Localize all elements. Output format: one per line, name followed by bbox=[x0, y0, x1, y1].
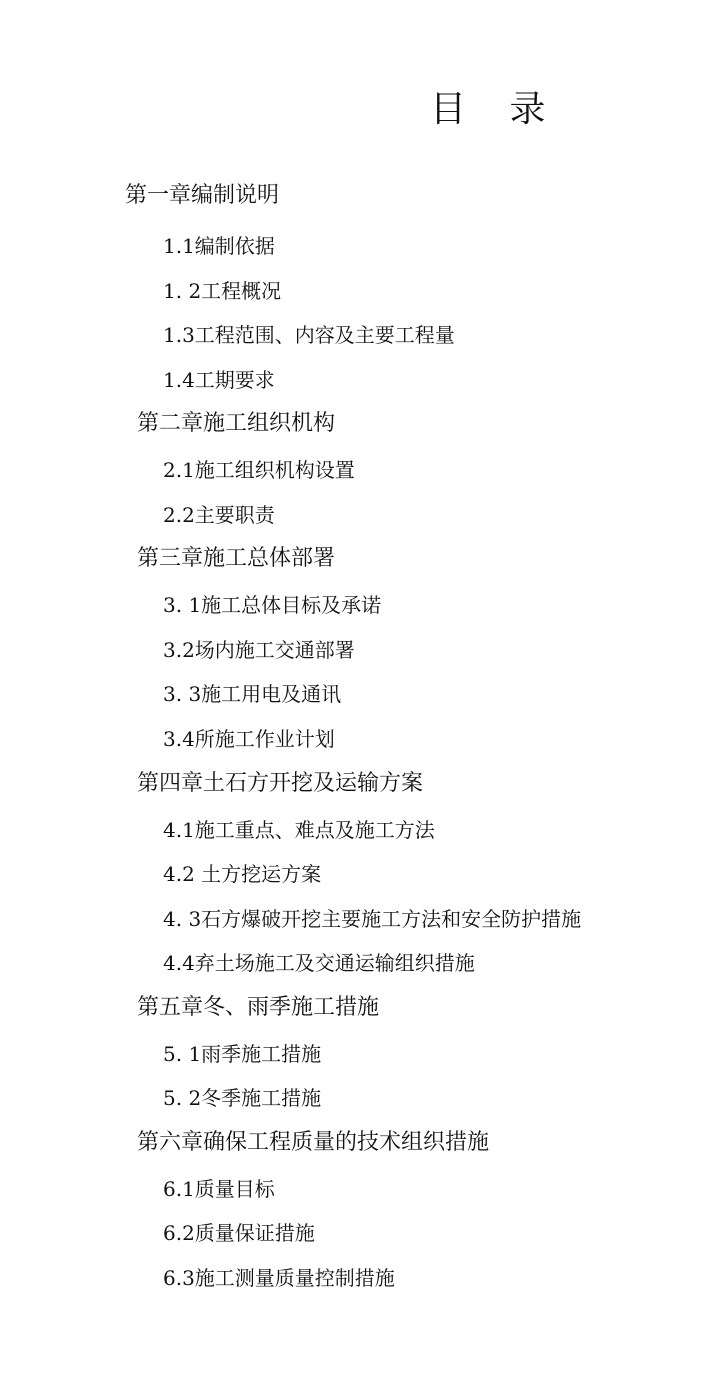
toc-chapter-4: 第四章土石方开挖及运输方案 bbox=[137, 771, 424, 796]
toc-section-4-2: 4.2 土方挖运方案 bbox=[163, 862, 322, 886]
toc-section-6-1: 6.1质量目标 bbox=[163, 1177, 275, 1201]
toc-section-6-2: 6.2质量保证措施 bbox=[163, 1221, 315, 1245]
toc-section-1-2: 1. 2工程概况 bbox=[163, 279, 282, 303]
toc-chapter-3: 第三章施工总体部署 bbox=[137, 546, 336, 571]
toc-section-1-4: 1.4工期要求 bbox=[163, 368, 275, 392]
toc-chapter-6: 第六章确保工程质量的技术组织措施 bbox=[137, 1130, 490, 1155]
toc-section-2-2: 2.2主要职责 bbox=[163, 503, 275, 527]
toc-section-3-3: 3. 3施工用电及通讯 bbox=[163, 682, 342, 706]
toc-section-4-3: 4. 3石方爆破开挖主要施工方法和安全防护措施 bbox=[163, 907, 582, 931]
toc-section-4-1: 4.1施工重点、难点及施工方法 bbox=[163, 818, 435, 842]
toc-section-5-1: 5. 1雨季施工措施 bbox=[163, 1042, 322, 1066]
toc-title: 目 录 bbox=[430, 89, 562, 130]
toc-section-1-1: 1.1编制依据 bbox=[163, 234, 275, 258]
toc-section-3-2: 3.2场内施工交通部署 bbox=[163, 638, 355, 662]
toc-section-3-4: 3.4所施工作业计划 bbox=[163, 727, 335, 751]
toc-section-6-3: 6.3施工测量质量控制措施 bbox=[163, 1266, 395, 1290]
toc-section-4-4: 4.4弃土场施工及交通运输组织措施 bbox=[163, 951, 475, 975]
toc-section-1-3: 1.3工程范围、内容及主要工程量 bbox=[163, 323, 455, 347]
toc-section-2-1: 2.1施工组织机构设置 bbox=[163, 458, 355, 482]
toc-section-5-2: 5. 2冬季施工措施 bbox=[163, 1086, 322, 1110]
toc-chapter-2: 第二章施工组织机构 bbox=[137, 411, 336, 436]
toc-chapter-5: 第五章冬、雨季施工措施 bbox=[137, 995, 380, 1020]
toc-chapter-1: 第一章编制说明 bbox=[125, 183, 280, 208]
toc-section-3-1: 3. 1施工总体目标及承诺 bbox=[163, 593, 382, 617]
